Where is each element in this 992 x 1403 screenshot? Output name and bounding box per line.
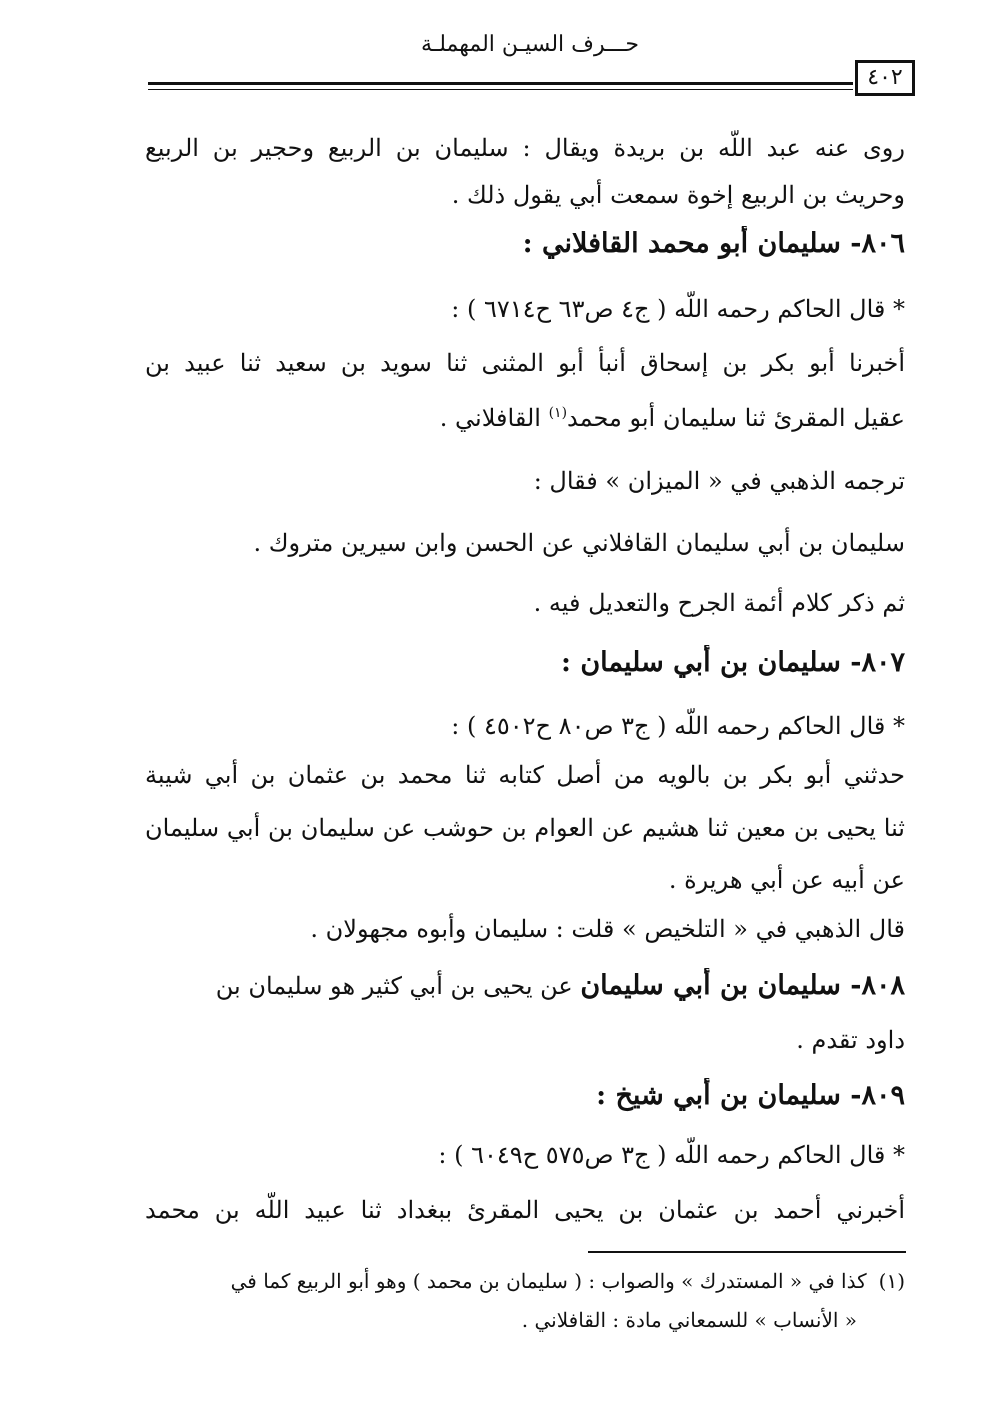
footnote-text: كذا في « المستدرك » والصواب : ( سليمان بن محمد ) وهو أبو الربيع كما في — [230, 1269, 867, 1293]
text-line: سليمان بن أبي سليمان القافلاني عن الحسن وابن سيرين متروك . — [253, 529, 905, 557]
text-line: أخبرني أحمد بن عثمان بن يحيى المقرئ ببغداد ثنا عبيد اللّه بن محمد — [145, 1196, 905, 1224]
footnote-line: « الأنساب » للسمعاني مادة : القافلاني . — [521, 1308, 857, 1332]
text-line: ترجمه الذهبي في « الميزان » فقال : — [533, 467, 905, 495]
text-segment: عقيل المقرئ ثنا سليمان أبو محمد — [567, 404, 905, 432]
text-line: * قال الحاكم رحمه اللّه ( ج٣ ص٥٧٥ ح٦٠٤٩ ) : — [438, 1141, 905, 1169]
text-line: وحريث بن الربيع إخوة سمعت أبي يقول ذلك . — [451, 181, 905, 209]
footnote-line — [145, 1266, 905, 1296]
text-line — [145, 968, 905, 1004]
entry-heading-807: ٨٠٧- سليمان بن أبي سليمان : — [560, 647, 905, 678]
header-rule-thin — [148, 89, 853, 90]
text-line: عن أبيه عن أبي هريرة . — [668, 866, 905, 894]
footnote-ref: (١) — [548, 405, 568, 421]
text-line: ثم ذكر كلام أئمة الجرح والتعديل فيه . — [533, 589, 905, 617]
entry-heading-809: ٨٠٩- سليمان بن أبي شيخ : — [596, 1080, 905, 1111]
text-line: قال الذهبي في « التلخيص » قلت : سليمان وأبوه مجهولان . — [310, 915, 905, 943]
footnote-rule — [588, 1251, 906, 1253]
text-line: ثنا يحيى بن معين ثنا هشيم عن العوام بن حوشب عن سليمان بن أبي سليمان — [145, 814, 905, 842]
footnote-number: (١) — [878, 1269, 905, 1293]
text-line — [145, 395, 905, 436]
text-line: أخبرنا أبو بكر بن إسحاق أنبأ أبو المثنى ثنا سويد بن سعيد ثنا عبيد بن — [145, 349, 905, 377]
header-rule-thick — [148, 82, 853, 85]
text-line: حدثني أبو بكر بن بالويه من أصل كتابه ثنا محمد بن عثمان بن أبي شيبة — [145, 761, 905, 789]
running-header: حـــرف السيـن المهملـة — [420, 32, 640, 57]
text-line: داود تقدم . — [796, 1026, 905, 1054]
entry-heading-806: ٨٠٦- سليمان أبو محمد القافلاني : — [522, 228, 905, 259]
text-segment: القافلاني . — [439, 404, 549, 432]
text-segment: عن يحيى بن أبي كثير هو سليمان بن — [215, 972, 581, 1000]
entry-heading-808: ٨٠٨- سليمان بن أبي سليمان — [580, 970, 905, 1001]
text-line: * قال الحاكم رحمه اللّه ( ج٤ ص٦٣ ح٦٧١٤ ) : — [451, 295, 905, 323]
page-number: ٤٠٢ — [855, 60, 915, 96]
text-line: روى عنه عبد اللّه بن بريدة ويقال : سليمان بن الربيع وحجير بن الربيع — [145, 134, 905, 162]
text-line: * قال الحاكم رحمه اللّه ( ج٣ ص٨٠ ح٤٥٠٢ ) : — [451, 712, 905, 740]
